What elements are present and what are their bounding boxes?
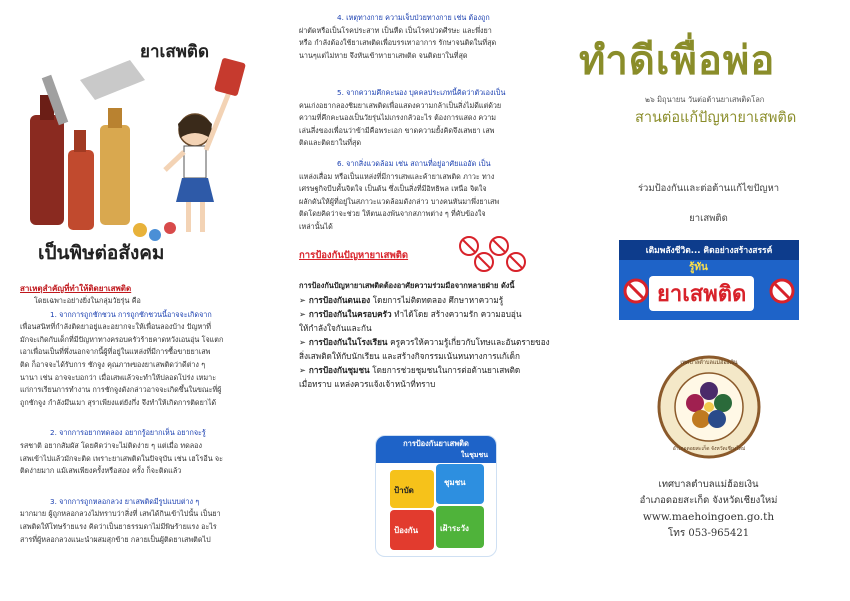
cause-1-line: แก่การเรียนการทำงาน การชักจูงดังกล่าวอาจจะเกิดขึ้นในขณะที่ผู้ xyxy=(20,385,222,395)
causes-heading: สาเหตุสำคัญที่ทำให้ติดยาเสพติด xyxy=(20,284,132,293)
cause-5-line: 5. จากความคึกคะนอง บุคคลประเภทนี้คิดว่าตัวเองเป็น xyxy=(337,88,506,97)
arrow-icon: ➢ xyxy=(299,365,306,375)
prevention-intro: การป้องกันปัญหายาเสพติดต้องอาศัยความร่วมมือจากหลายฝ่าย ดังนี้ xyxy=(299,281,515,290)
left-panel xyxy=(0,0,280,601)
prevention-item-self xyxy=(299,293,569,307)
puzzle-label: ป้องกัน xyxy=(394,526,419,535)
seal-text-top: เทศบาลตำบลแม่ฮ่องเงิน xyxy=(680,360,738,366)
cause-2 xyxy=(20,427,275,477)
prevention-heading: การป้องกันปัญหายาเสพติด xyxy=(299,250,409,261)
cause-3-line: สารที่ผู้หลอกลวงแนะนำผสมสุกข้าย กลายเป็นผู้ติดยาเสพติดไป xyxy=(20,534,211,544)
cause-5-line: ความที่คึกคะนองเป็นวัยรุ่นไม่เกรงกลัวอะไร ต้องการแสดง ความ xyxy=(299,113,496,123)
arrow-icon: ➢ xyxy=(299,295,306,305)
prevention-item-label: การป้องกันชุมชน xyxy=(308,365,370,375)
municipality-seal xyxy=(657,355,761,459)
cause-2-line: ติดง่ายมาก แม้เสพเพียงครั้งหรือสอง ครั้ง ก็จะติดแล้ว xyxy=(20,466,182,476)
cause-1-line: ติด ก็อาจจะได้รับการ ชักจูง คุณภาพของยาเสพติดว่าดีต่าง ๆ xyxy=(20,359,206,369)
prevention-item-community xyxy=(299,363,569,377)
seal-emblem xyxy=(657,355,761,459)
causes-intro: โดยเฉพาะอย่างยิ่งในกลุ่มวัยรุ่น คือ xyxy=(34,296,141,305)
prevention-item-school xyxy=(299,335,569,349)
prevention-item-text: ครูควรให้ความรู้เกี่ยวกับโทษและอันตรายของ xyxy=(387,337,550,347)
slogan-line: ร่วมป้องกันและต่อต้านแก้ไขปัญหา xyxy=(637,183,780,194)
cause-3-line: เสพติดให้โทษร้ายแรง คิดว่าเป็นยาธรรมดาไม่มีพิษร้ายแรง อะไร xyxy=(20,521,217,531)
poster-caption: เป็นพิษต่อสังคม xyxy=(38,242,165,264)
cause-6-line: เศรษฐกิจบีบคั้นจิตใจ เป็นต้น ซึ่งเป็นสิ่งที่มีอิทธิพล เหนือ จิตใจ xyxy=(299,184,487,194)
puzzle-label: ชุมชน xyxy=(444,478,466,487)
cause-4-line: หรือ กำลังต้องใช้ยาเสพติดเพื่อบรรเทาอาการ รักษาจนติดในที่สุด xyxy=(299,38,497,48)
cause-5-line: คนเก่งอยากลองชิมยาเสพติดเพื่อแสดงความกล้าเป็นสิ่งไม่ดีแต่ด้วย xyxy=(299,100,502,110)
prevention-item-cont: สิ่งเสพติดให้กับนักเรียน และสร้างกิจกรรมเน้นหนทางการแก้เด็ก xyxy=(299,351,520,361)
cause-2-line: รสชาติ อยากสัมผัส โดยคิดว่าจะไม่ติดง่าย ๆ แต่เมื่อ ทดลอง xyxy=(20,440,203,450)
banner-tag: รู้ทัน xyxy=(689,262,708,273)
no-drugs-icon xyxy=(623,278,649,304)
org-address: อำเภอดอยสะเก็ด จังหวัดเชียงใหม่ xyxy=(639,495,778,506)
cause-1-line: 1. จากการถูกชักชวน การถูกชักชวนนี้อาจจะเกิดจาก xyxy=(50,309,212,319)
prevention-item-cont: เมื่อทราบ แหล่งควรแจ้งเจ้าหน้าที่ทราบ xyxy=(299,379,436,389)
right-panel xyxy=(567,0,850,601)
cause-5-line: ติดและติดยาในที่สุด xyxy=(299,138,362,148)
slogan xyxy=(567,182,850,226)
cause-6-line: เหล่านั้นได้ xyxy=(299,221,333,231)
cause-2-line: 2. จากการอยากทดลอง อยากรู้อยากเห็น อยากจะรู้ xyxy=(50,428,206,438)
banner-top-text: เติมพลังชีวิต... คิดอย่างสร้างสรรค์ xyxy=(619,240,799,260)
cause-6-line: ติดโดยคิดว่าจะช่วย ให้ตนเองพ้นจากสภาพต่าง ๆ ที่คับข้องใจ xyxy=(299,209,486,219)
prevention-item-cont: ให้กำลังใจกันและกัน xyxy=(299,323,372,333)
cause-2-line: เสพเข้าไปแล้วมักจะติด เพราะยาเสพติดในปัจจุบัน เช่น เฮโรอีน จะ xyxy=(20,453,223,463)
logo-date-line: ๒๖ มิถุนายน วันต่อต้านยาเสพติดโลก xyxy=(645,95,765,104)
cause-1-line: เพื่อนสนิทที่กำลังติดยาอยู่และอยากจะให้เพื่อนลองบ้าง ปัญหาที่ xyxy=(20,322,211,332)
cause-5 xyxy=(299,87,561,150)
prevention-item-label: การป้องกันในโรงเรียน xyxy=(308,337,388,347)
prevention-item-text: โดยการไม่ติดทดลอง ศึกษาหาความรู้ xyxy=(370,295,504,305)
seal-text-bottom: อำเภอดอยสะเก็ด จังหวัดเชียงใหม่ xyxy=(672,446,746,452)
middle-panel xyxy=(285,0,567,601)
contact-info xyxy=(567,478,850,541)
prevention-item-text: ทำได้โดย สร้างความรัก ความอบอุ่น xyxy=(391,309,522,319)
logo-tagline: สานต่อแก้ปัญหายาเสพติด xyxy=(635,110,797,126)
slogan-line: ยาเสพติด xyxy=(689,213,728,224)
know-drugs-banner xyxy=(619,240,799,320)
cause-4-line: 4. เหตุทางกาย ความเจ็บป่วยทางกาย เช่น ต้องถูก xyxy=(337,13,490,22)
cause-6-line: แหล่งเสื่อม หรือเป็นแหล่งที่มีการเสพและค้ายาเสพติด ภาวะ ทาง xyxy=(299,171,495,181)
no-drugs-icon xyxy=(769,278,795,304)
causes-section xyxy=(20,283,275,546)
cause-4-line: นานๆแต่ไม่หาย จึงหันเข้าหายาเสพติด จนติดยาในที่สุด xyxy=(299,50,468,60)
puzzle-title: การป้องกันยาเสพติด xyxy=(376,436,496,450)
logo-big-text: ทำดีเพื่อพ่อ xyxy=(579,38,776,84)
cause-6 xyxy=(299,158,561,234)
cause-3-line: มากมาย ผู้ถูกหลอกลวงไม่ทราบว่าสิ่งที่ เสพได้กินเข้าไปนั้น เป็นยา xyxy=(20,509,221,519)
cause-1-line: ถูกชักจูง กำลังมึนเมา สุราเพียงแต่ยังกึ่ง จึงทำให้เกิดการติดยาได้ xyxy=(20,397,217,407)
cause-3-line: 3. จากการถูกหลอกลวง ยาเสพติดมีรูปแบบต่าง ๆ xyxy=(50,496,200,506)
org-name: เทศบาลตำบลแม่ฮ้อยเงิน xyxy=(658,479,759,490)
puzzle-subtitle: ในชุมชน xyxy=(376,450,496,463)
prevention-item-label: การป้องกันตนเอง xyxy=(308,295,371,305)
prevention-item-text: โดยการช่วยชุมชนในการต่อต้านยาเสพติด xyxy=(369,365,521,375)
phone-number: โทร 053-965421 xyxy=(667,528,750,539)
community-puzzle-graphic xyxy=(375,435,497,557)
cause-1 xyxy=(20,309,275,410)
arrow-icon: ➢ xyxy=(299,309,306,319)
poster-illustration xyxy=(20,20,260,270)
puzzle-label: เฝ้าระวัง xyxy=(440,524,469,533)
prevention-item-label: การป้องกันในครอบครัว xyxy=(308,309,392,319)
cause-3 xyxy=(20,496,275,546)
prevention-item-family xyxy=(299,307,569,321)
puzzle-label: ป้าบัด xyxy=(394,486,414,495)
cause-6-line: ผลักดันให้ผู้ที่อยู่ในสภาวะแวดล้อมดังกล่าว บางคนหันมาพึ่งยาเสพ xyxy=(299,196,500,206)
cause-1-line: มักจะเกิดกับเด็กที่มีปัญหาทางครอบครัวร้ายคาดหวังเอนอุ่น โจแตก xyxy=(20,334,224,344)
website-link[interactable]: www.maehoingoen.go.th xyxy=(642,511,775,523)
cause-4 xyxy=(299,12,561,62)
cause-1-line: นานา เช่น อาจจะบอกว่า เมื่อเสพแล้วจะทำให้ปลอดโปร่ง เหมาะ xyxy=(20,372,217,382)
cause-1-line: เอาเพื่อนเป็นที่พึ่งนอกจากนี้ผู้ที่อยู่ในแหล่งที่มีการซื้อขายยาเสพ xyxy=(20,347,211,357)
arrow-icon: ➢ xyxy=(299,337,306,347)
poster-title: ยาเสพติด xyxy=(140,42,209,62)
prevention-list xyxy=(299,279,569,391)
banner-main: ยาเสพติด xyxy=(649,276,754,311)
cause-5-line: เล่นลึ่งของเพื่อนว่าข้ามีคือพระเอก ขาดความยั้งคิดจึงเสพยา เสพ xyxy=(299,125,495,135)
cause-6-line: 6. จากสิ่งแวดล้อม เช่น สถานที่อยู่อาศัยแออัด เป็น xyxy=(337,159,491,168)
no-drugs-icons xyxy=(454,236,544,272)
cause-4-line: ผ่าตัดหรือเป็นโรคประสาท เป็นหืด เป็นโรคปวดศีรษะ และพึ่งยา xyxy=(299,25,492,35)
prevention-heading-row xyxy=(299,236,561,272)
campaign-logo xyxy=(575,22,845,132)
